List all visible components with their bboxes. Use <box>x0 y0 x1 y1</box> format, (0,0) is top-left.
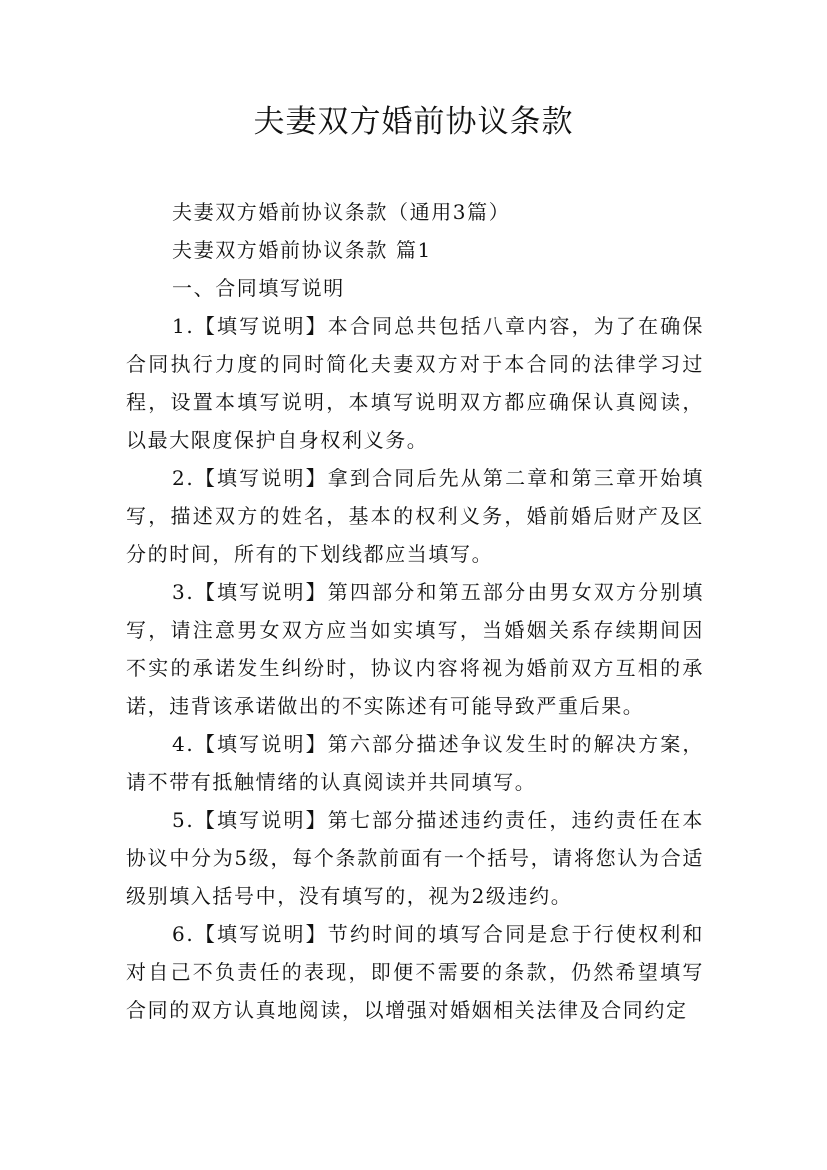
paragraph-chapter-heading: 一、合同填写说明 <box>172 276 345 300</box>
paragraph-instruction-4: 4.【填写说明】第六部分描述争议发生时的解决方案，请不带有抵触情绪的认真阅读并共同填写。 <box>126 732 704 794</box>
paragraph-instruction-6: 6.【填写说明】节约时间的填写合同是怠于行使权利和对自己不负责任的表现，即便不需要的条款，仍然希望填写合同的双方认真地阅读，以增强对婚姻相关法律及合同约定 <box>126 922 704 1022</box>
paragraph-instruction-2: 2.【填写说明】拿到合同后先从第二章和第三章开始填写，描述双方的姓名，基本的权利义务，婚前婚后财产及区分的时间，所有的下划线都应当填写。 <box>126 466 704 566</box>
paragraph-instruction-1: 1.【填写说明】本合同总共包括八章内容，为了在确保合同执行力度的同时简化夫妻双方对于本合同的法律学习过程，设置本填写说明，本填写说明双方都应确保认真阅读，以最大限度保护自身权利义务。 <box>126 314 704 452</box>
paragraph-subtitle: 夫妻双方婚前协议条款（通用3篇） <box>172 200 511 224</box>
document-title: 夫妻双方婚前协议条款 <box>253 104 574 140</box>
paragraph-instruction-5: 5.【填写说明】第七部分描述违约责任，违约责任在本协议中分为5级，每个条款前面有一个括号，请将您认为合适级别填入括号中，没有填写的，视为2级违约。 <box>126 808 704 908</box>
paragraph-section-heading: 夫妻双方婚前协议条款 篇1 <box>172 238 432 262</box>
document-body <box>126 193 704 1029</box>
paragraph-instruction-3: 3.【填写说明】第四部分和第五部分由男女双方分别填写，请注意男女双方应当如实填写，当婚姻关系存续期间因不实的承诺发生纠纷时，协议内容将视为婚前双方互相的承诺，违背该承诺做出的不实陈述有可能导致严重后果。 <box>126 580 704 718</box>
